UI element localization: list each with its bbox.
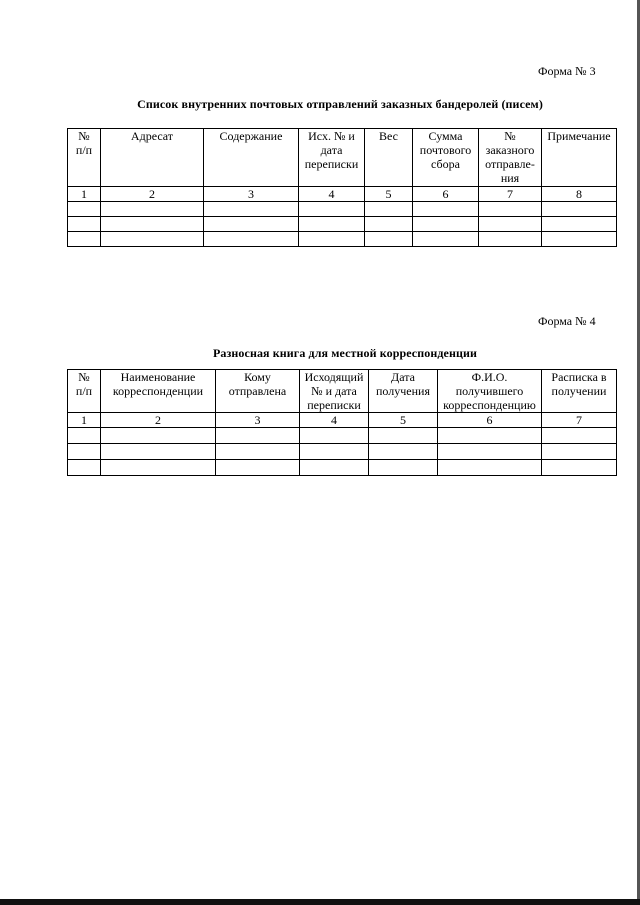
- form3-blank-cell: [413, 202, 479, 217]
- form4-blank-cell: [542, 444, 617, 460]
- form3-blank-row: [68, 232, 617, 247]
- form4-label: Форма № 4: [538, 314, 596, 328]
- form3-blank-row: [68, 217, 617, 232]
- form3-blank-cell: [365, 217, 413, 232]
- form4-blank-cell: [101, 428, 216, 444]
- form3-column-number: 8: [542, 187, 617, 202]
- form3-blank-cell: [479, 202, 542, 217]
- form4-blank-cell: [300, 444, 369, 460]
- form4-blank-cell: [216, 428, 300, 444]
- form3-blank-cell: [299, 202, 365, 217]
- form3-blank-row: [68, 202, 617, 217]
- form3-number-row: [68, 187, 617, 202]
- form3-header-cell: Адресат: [101, 129, 204, 187]
- form4-header-cell: Исходящий № и дата переписки: [300, 370, 369, 413]
- form3-blank-cell: [204, 217, 299, 232]
- form4-blank-row: [68, 460, 617, 476]
- form3-blank-cell: [101, 232, 204, 247]
- form4-blank-cell: [216, 460, 300, 476]
- form4-blank-cell: [438, 428, 542, 444]
- form3-blank-cell: [413, 232, 479, 247]
- form4-column-number: 6: [438, 413, 542, 428]
- form3-header-cell: № п/п: [68, 129, 101, 187]
- form4-blank-cell: [68, 428, 101, 444]
- form3-blank-cell: [299, 217, 365, 232]
- form4-header-cell: Наименование корреспонденции: [101, 370, 216, 413]
- form4-column-number: 5: [369, 413, 438, 428]
- form4-blank-cell: [300, 460, 369, 476]
- form4-blank-cell: [369, 444, 438, 460]
- form4-number-row: [68, 413, 617, 428]
- form3-blank-cell: [204, 202, 299, 217]
- form3-table: [67, 128, 617, 247]
- form3-header-cell: № заказного отправле- ния: [479, 129, 542, 187]
- form3-blank-cell: [479, 217, 542, 232]
- form3-title: Список внутренних почтовых отправлений заказных бандеролей (писем): [137, 97, 543, 111]
- form4-blank-cell: [300, 428, 369, 444]
- form3-blank-cell: [365, 202, 413, 217]
- form3-column-number: 2: [101, 187, 204, 202]
- form4-header-cell: Кому отправлена: [216, 370, 300, 413]
- form3-column-number: 4: [299, 187, 365, 202]
- form3-blank-cell: [365, 232, 413, 247]
- form4-title: Разносная книга для местной корреспонденции: [212, 346, 478, 360]
- form3-label: Форма № 3: [538, 64, 596, 78]
- form3-column-number: 1: [68, 187, 101, 202]
- form4-column-number: 4: [300, 413, 369, 428]
- form4-blank-cell: [542, 428, 617, 444]
- form4-blank-cell: [369, 428, 438, 444]
- form3-header-cell: Содержание: [204, 129, 299, 187]
- form3-header-cell: Примечание: [542, 129, 617, 187]
- form4-blank-row: [68, 428, 617, 444]
- form4-header-row: [68, 370, 617, 413]
- scan-edge-bottom: [0, 899, 640, 905]
- form3-header-cell: Вес: [365, 129, 413, 187]
- form3-blank-cell: [413, 217, 479, 232]
- form4-table: [67, 369, 617, 476]
- form4-blank-cell: [68, 460, 101, 476]
- form3-column-number: 3: [204, 187, 299, 202]
- form3-blank-cell: [542, 217, 617, 232]
- form4-column-number: 1: [68, 413, 101, 428]
- form3-header-cell: Сумма почтового сбора: [413, 129, 479, 187]
- form4-column-number: 2: [101, 413, 216, 428]
- form3-blank-cell: [68, 202, 101, 217]
- form4-blank-cell: [542, 460, 617, 476]
- form3-blank-cell: [204, 232, 299, 247]
- form3-blank-cell: [101, 202, 204, 217]
- form4-blank-cell: [101, 460, 216, 476]
- form3-header-cell: Исх. № и дата переписки: [299, 129, 365, 187]
- form4-header-cell: № п/п: [68, 370, 101, 413]
- form4-header-cell: Ф.И.О. получившего корреспонденцию: [438, 370, 542, 413]
- form3-blank-cell: [479, 232, 542, 247]
- form4-blank-cell: [101, 444, 216, 460]
- form4-blank-cell: [438, 444, 542, 460]
- form4-header-cell: Расписка в получении: [542, 370, 617, 413]
- form3-blank-cell: [101, 217, 204, 232]
- form3-header-row: [68, 129, 617, 187]
- form3-blank-cell: [68, 217, 101, 232]
- form3-blank-cell: [68, 232, 101, 247]
- form3-blank-cell: [542, 232, 617, 247]
- form4-blank-row: [68, 444, 617, 460]
- form3-blank-cell: [299, 232, 365, 247]
- form3-column-number: 7: [479, 187, 542, 202]
- form4-column-number: 7: [542, 413, 617, 428]
- form4-blank-cell: [68, 444, 101, 460]
- form4-blank-cell: [438, 460, 542, 476]
- form3-column-number: 5: [365, 187, 413, 202]
- form4-blank-cell: [216, 444, 300, 460]
- form4-column-number: 3: [216, 413, 300, 428]
- form4-header-cell: Дата получения: [369, 370, 438, 413]
- form3-blank-cell: [542, 202, 617, 217]
- form4-blank-cell: [369, 460, 438, 476]
- form3-column-number: 6: [413, 187, 479, 202]
